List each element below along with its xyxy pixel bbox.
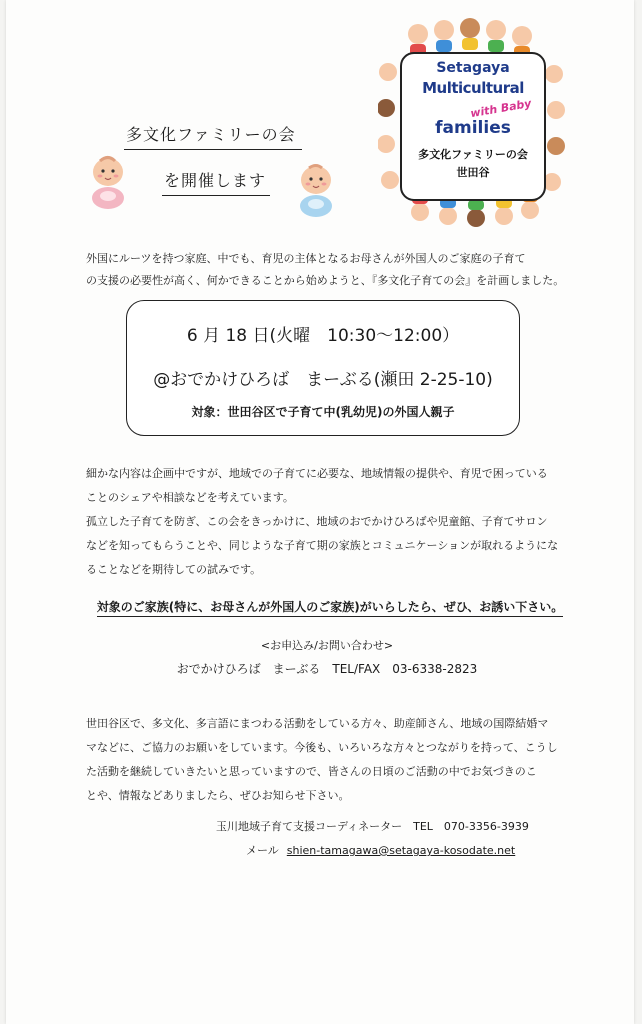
body-line: 孤立した子育てを防ぎ、この会をきっかけに、地域のおでかけひろばや児童館、子育てサロン [86, 515, 548, 528]
logo-text-japanese-name: 多文化ファミリーの会 [418, 148, 528, 161]
call-to-action [90, 598, 570, 615]
closing-paragraph [86, 712, 578, 808]
closing-line: とや、情報などありましたら、ぜひお知らせ下さい。 [86, 789, 350, 802]
setagaya-multicultural-logo [378, 12, 566, 230]
logo-text-setagaya: Setagaya [436, 60, 510, 76]
body-paragraph [86, 462, 578, 582]
body-line: ることなどを期待しての試みです。 [86, 563, 262, 576]
contact-phone: おでかけひろば まーぶる TEL/FAX 03-6338-2823 [176, 662, 478, 676]
mail-label: メール [246, 844, 279, 857]
event-target: 対象：世田谷区で子育て中(乳幼児)の外国人親子 [191, 405, 455, 419]
email-link[interactable]: shien-tamagawa@setagaya-kosodate.net [286, 844, 516, 857]
event-date: 6 月 18 日(火曜 10:30～12:00） [186, 326, 460, 346]
logo-text-families: families [435, 118, 511, 138]
body-line: 細かな内容は企画中ですが、地域での子育てに必要な、地域情報の提供や、育児で困っている [86, 467, 548, 480]
coordinator-phone: 玉川地域子育て支援コーディネーター TEL 070-3356-3939 [216, 820, 529, 833]
baby-illustration-left [84, 154, 132, 210]
logo-text-with-baby: with Baby [469, 96, 533, 121]
coordinator-mail [246, 842, 576, 858]
call-to-action-text: 対象のご家族(特に、お母さんが外国人のご家族)がいらしたら、ぜひ、お誘い下さい。 [97, 600, 564, 617]
closing-line: た活動を継続していきたいと思っていますので、皆さんの日頃のご活動の中でお気づきのこ [86, 765, 537, 778]
title-line-2: を開催します [162, 168, 270, 196]
intro-line: の支援の必要性が高く、何かできることから始めようと、『多文化子育ての会』を計画しました。 [86, 274, 565, 287]
logo-card [400, 52, 546, 201]
logo-text-multicultural: Multicultural [422, 79, 524, 97]
closing-line: 世田谷区で、多文化、多言語にまつわる活動をしている方々、助産師さん、地域の国際結婚マ [86, 717, 549, 730]
contact-heading: <お申込み/お問い合わせ> [260, 639, 394, 652]
intro-line: 外国にルーツを持つ家庭、中でも、育児の主体となるお母さんが外国人のご家庭の子育て [86, 252, 526, 265]
flyer-page [6, 0, 634, 1024]
intro-paragraph [86, 248, 576, 292]
body-line: などを知ってもらうことや、同じような子育て期の家族とコミュニケーションが取れるようにな [86, 539, 559, 552]
title-line-1: 多文化ファミリーの会 [124, 122, 302, 150]
logo-text-setagaya-jp: 世田谷 [456, 166, 490, 179]
baby-illustration-right [292, 162, 340, 218]
event-info-box [126, 300, 520, 436]
closing-line: マなどに、ご協力のお願いをしています。今後も、いろいろな方々とつながりを持って、こうし [86, 741, 558, 754]
event-place: @おでかけひろば まーぶる(瀬田 2-25-10) [153, 370, 493, 390]
body-line: ことのシェアや相談などを考えています。 [86, 491, 294, 504]
